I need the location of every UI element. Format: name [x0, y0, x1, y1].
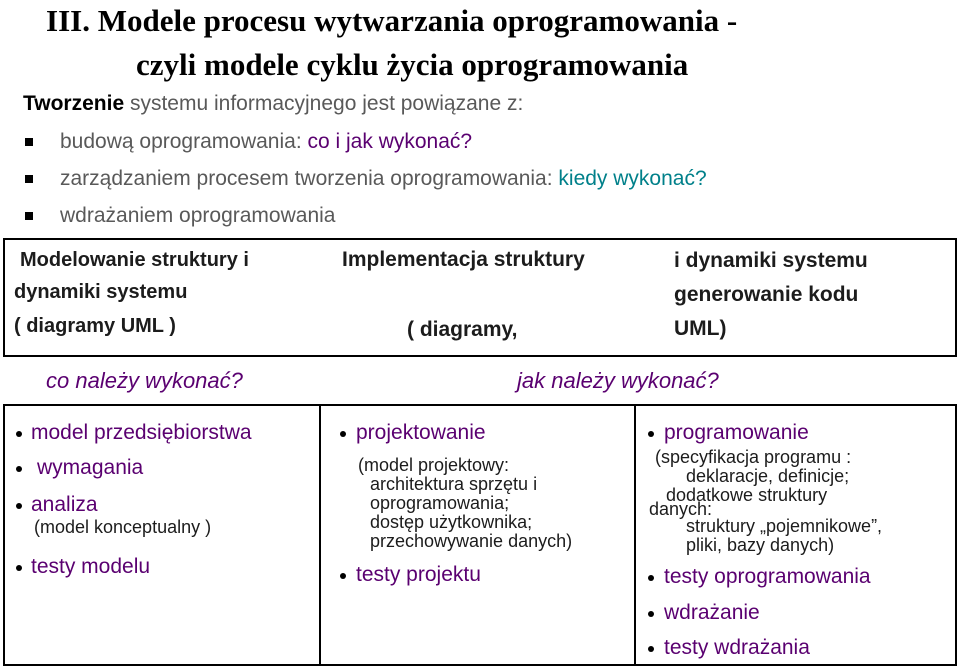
- dot-bullet-icon: [340, 431, 346, 437]
- right-item-deployment-tests: testy wdrażania: [664, 636, 810, 659]
- dot-bullet-icon: [16, 503, 22, 509]
- intro-lead: [23, 91, 523, 117]
- dot-bullet-icon: [16, 431, 22, 437]
- intro-bullet-3-text: wdrażaniem oprogramowania: [60, 204, 336, 227]
- middle-sub-line-1: (model projektowy:: [358, 455, 510, 475]
- middle-item-design: projektowanie: [356, 421, 486, 444]
- left-item-model-tests: testy modelu: [31, 555, 151, 578]
- right-sub-line-4: danych:: [649, 499, 713, 519]
- middle-sub-line-5: przechowywanie danych): [370, 531, 573, 551]
- middle-sub-line-4: dostęp użytkownika;: [370, 512, 533, 532]
- dot-bullet-icon: [648, 431, 654, 437]
- dot-bullet-icon: [648, 575, 654, 581]
- left-item-analysis-sub: (model konceptualny ): [34, 517, 212, 537]
- header-left-line-1: Modelowanie struktury i: [20, 249, 249, 271]
- intro-bullet-3: [60, 203, 335, 229]
- header-right-line-3: UML): [674, 317, 727, 340]
- right-item-deployment: wdrażanie: [664, 601, 760, 624]
- intro-bullet-1-accent: co i jak wykonać?: [307, 130, 473, 153]
- left-item-enterprise-model: model przedsiębiorstwa: [31, 421, 252, 444]
- middle-sub-line-2: architektura sprzętu i: [370, 474, 538, 494]
- header-right-line-2: generowanie kodu: [674, 283, 859, 306]
- intro-lead-rest: systemu informacyjnego jest powiązane z:: [124, 92, 524, 115]
- right-sub-line-2: deklaracje, definicje;: [686, 466, 850, 486]
- square-bullet-icon: [25, 138, 33, 146]
- header-left-line-3: ( diagramy UML ): [14, 315, 176, 337]
- dot-bullet-icon: [340, 573, 346, 579]
- dot-bullet-icon: [648, 646, 654, 652]
- square-bullet-icon: [25, 175, 33, 183]
- right-item-software-tests: testy oprogramowania: [664, 565, 871, 588]
- intro-lead-bold: Tworzenie: [23, 92, 125, 115]
- intro-bullet-2-accent: kiedy wykonać?: [558, 167, 707, 190]
- right-sub-line-6: pliki, bazy danych): [686, 535, 835, 555]
- intro-bullet-1: [60, 129, 472, 155]
- intro-bullet-2-text: zarządzaniem procesem tworzenia oprogramowania:: [60, 167, 559, 190]
- right-sub-line-5: struktury „pojemnikowe”,: [686, 516, 883, 536]
- right-sub-line-1: (specyfikacja programu :: [655, 447, 852, 467]
- right-sub-line-3: dodatkowe struktury: [666, 485, 828, 505]
- header-middle-bottom: ( diagramy,: [407, 318, 518, 341]
- left-item-analysis: analiza: [31, 493, 98, 516]
- title-line-2: czyli modele cyklu życia oprogramowania: [136, 47, 689, 82]
- header-right-line-1: i dynamiki systemu: [674, 249, 868, 272]
- dot-bullet-icon: [16, 466, 22, 472]
- middle-item-design-tests: testy projektu: [356, 563, 481, 586]
- left-item-requirements: wymagania: [37, 456, 144, 479]
- intro-bullet-1-text: budową oprogramowania:: [60, 130, 308, 153]
- question-right: jak należy wykonać?: [517, 368, 719, 393]
- middle-sub-line-3: oprogramowania;: [370, 493, 510, 513]
- column-divider-left: [319, 404, 321, 666]
- title-line-1: III. Modele procesu wytwarzania oprogramowania -: [46, 3, 738, 38]
- square-bullet-icon: [25, 212, 33, 220]
- question-left: co należy wykonać?: [46, 368, 243, 393]
- right-item-programming: programowanie: [664, 421, 809, 444]
- column-divider-right: [634, 404, 636, 666]
- header-left-line-2: dynamiki systemu: [14, 281, 188, 303]
- dot-bullet-icon: [16, 565, 22, 571]
- intro-bullet-2: [60, 166, 707, 192]
- header-middle-top: Implementacja struktury: [342, 248, 585, 271]
- dot-bullet-icon: [648, 611, 654, 617]
